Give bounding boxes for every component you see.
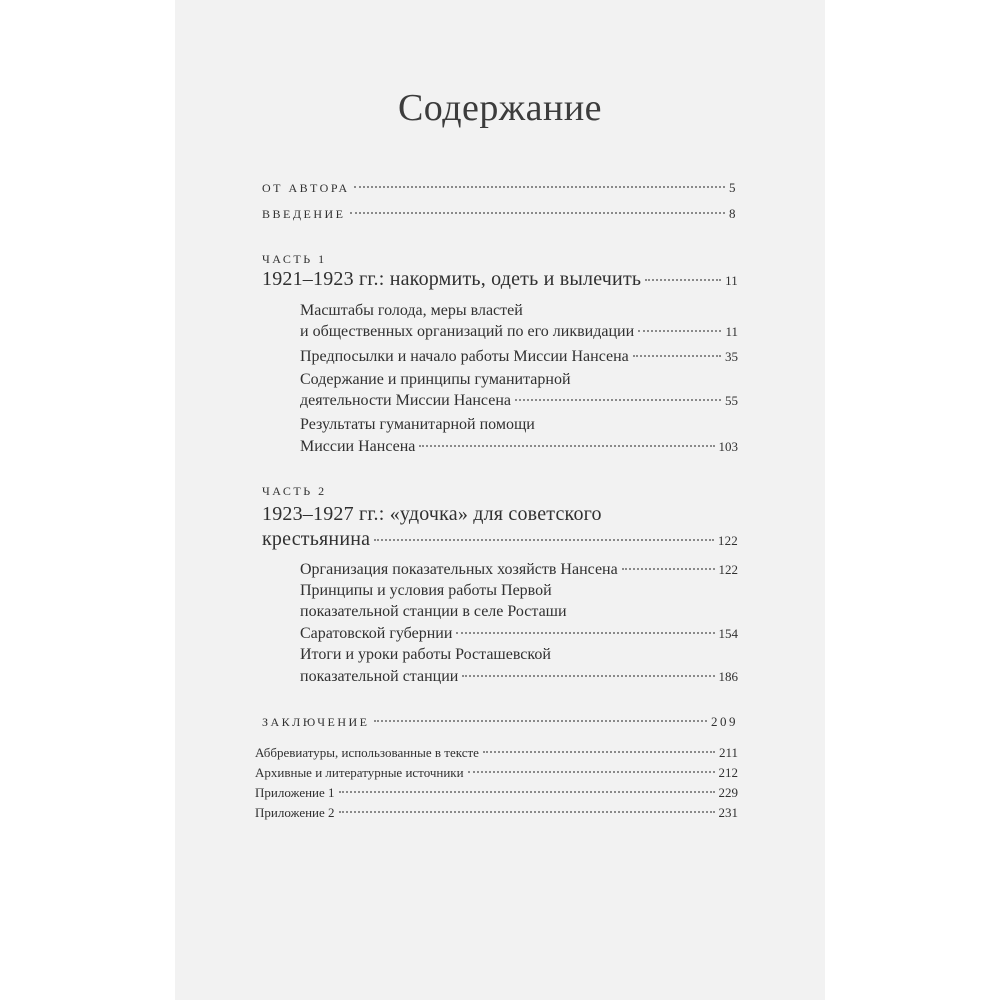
toc-entry-from-author: [262, 180, 738, 196]
part-2-heading-line: 1923–1927 гг.: «удочка» для советского: [262, 503, 602, 525]
part-heading-page: 11: [725, 273, 738, 288]
section-line: Содержание и принципы гуманитарной: [300, 371, 571, 388]
toc-entry-famine: [300, 323, 738, 341]
section-line: и общественных организаций по его ликвидации: [300, 323, 635, 340]
section-line: показательной станции в селе Росташи: [300, 603, 567, 620]
section-line: Саратовской губернии: [300, 625, 453, 642]
section-line: Миссии Нансена: [300, 438, 416, 455]
toc-entry-page: 8: [729, 206, 738, 221]
section-line: деятельности Миссии Нансена: [300, 392, 511, 409]
leader-dots: [339, 791, 715, 793]
section-page: 55: [725, 393, 738, 408]
toc-entry-outcomes: [300, 668, 738, 686]
toc-entry-prerequisites: [300, 348, 738, 366]
leader-dots: [374, 539, 714, 541]
toc-entry-conclusion: [262, 714, 738, 730]
part-2-label: ЧАСТЬ 2: [262, 484, 327, 498]
toc-entry-appendix-1: [255, 785, 738, 801]
toc-entry-abbreviations: [255, 745, 738, 761]
leader-dots: [339, 811, 715, 813]
leader-dots: [374, 720, 708, 722]
section-page: 122: [718, 562, 738, 577]
section-page: 186: [718, 669, 738, 684]
section-line: Предпосылки и начало работы Миссии Нансена: [300, 348, 629, 365]
leader-dots: [633, 355, 721, 357]
part-heading-text: крестьянина: [262, 528, 371, 550]
section-line: показательной станции: [300, 668, 459, 685]
leader-dots: [483, 751, 715, 753]
section-line: Результаты гуманитарной помощи: [300, 416, 535, 433]
section-page: 103: [718, 439, 738, 454]
toc-entry-label: ЗАКЛЮЧЕНИЕ: [262, 715, 370, 729]
toc-entry-results: [300, 438, 738, 456]
section-page: 35: [725, 349, 738, 364]
leader-dots: [622, 568, 715, 570]
toc-entry-organization: [300, 561, 738, 579]
toc-entry-page: 211: [718, 745, 738, 760]
section-line: Организация показательных хозяйств Нансена: [300, 561, 618, 578]
toc-entry-page: 5: [729, 180, 738, 195]
toc-entry-introduction: [262, 206, 738, 222]
toc-entry-label: Аббревиатуры, использованные в тексте: [255, 745, 479, 760]
toc-entry-label: Архивные и литературные источники: [255, 765, 464, 780]
leader-dots: [645, 279, 721, 281]
toc-entry-page: 229: [718, 785, 738, 800]
book-page: [175, 0, 825, 1000]
part-2-heading: [262, 528, 738, 551]
toc-entry-label: Приложение 2: [255, 805, 335, 820]
section-line: Масштабы голода, меры властей: [300, 302, 523, 319]
toc-entry-page: 231: [718, 805, 738, 820]
toc-entry-content-principles: [300, 392, 738, 410]
leader-dots: [462, 675, 714, 677]
toc-entry-label: Приложение 1: [255, 785, 335, 800]
section-line: Принципы и условия работы Первой: [300, 582, 552, 599]
toc-entry-label: ОТ АВТОРА: [262, 181, 350, 195]
leader-dots: [515, 399, 721, 401]
part-heading-text: 1921–1923 гг.: накормить, одеть и вылечить: [262, 268, 642, 290]
toc-entry-page: 209: [711, 714, 738, 729]
toc-entry-label: ВВЕДЕНИЕ: [262, 207, 346, 221]
leader-dots: [638, 330, 721, 332]
toc-entry-principles-station: [300, 625, 738, 643]
leader-dots: [354, 186, 725, 188]
leader-dots: [419, 445, 714, 447]
part-heading-page: 122: [717, 533, 738, 548]
leader-dots: [350, 212, 725, 214]
toc-entry-appendix-2: [255, 805, 738, 821]
toc-entry-page: 212: [718, 765, 738, 780]
leader-dots: [456, 632, 714, 634]
part-1-label: ЧАСТЬ 1: [262, 252, 327, 266]
section-page: 154: [718, 626, 738, 641]
section-line: Итоги и уроки работы Росташевской: [300, 646, 551, 663]
section-page: 11: [725, 324, 738, 339]
leader-dots: [468, 771, 715, 773]
part-1-heading: [262, 268, 738, 291]
toc-entry-sources: [255, 765, 738, 781]
page-title: Содержание: [397, 87, 603, 129]
